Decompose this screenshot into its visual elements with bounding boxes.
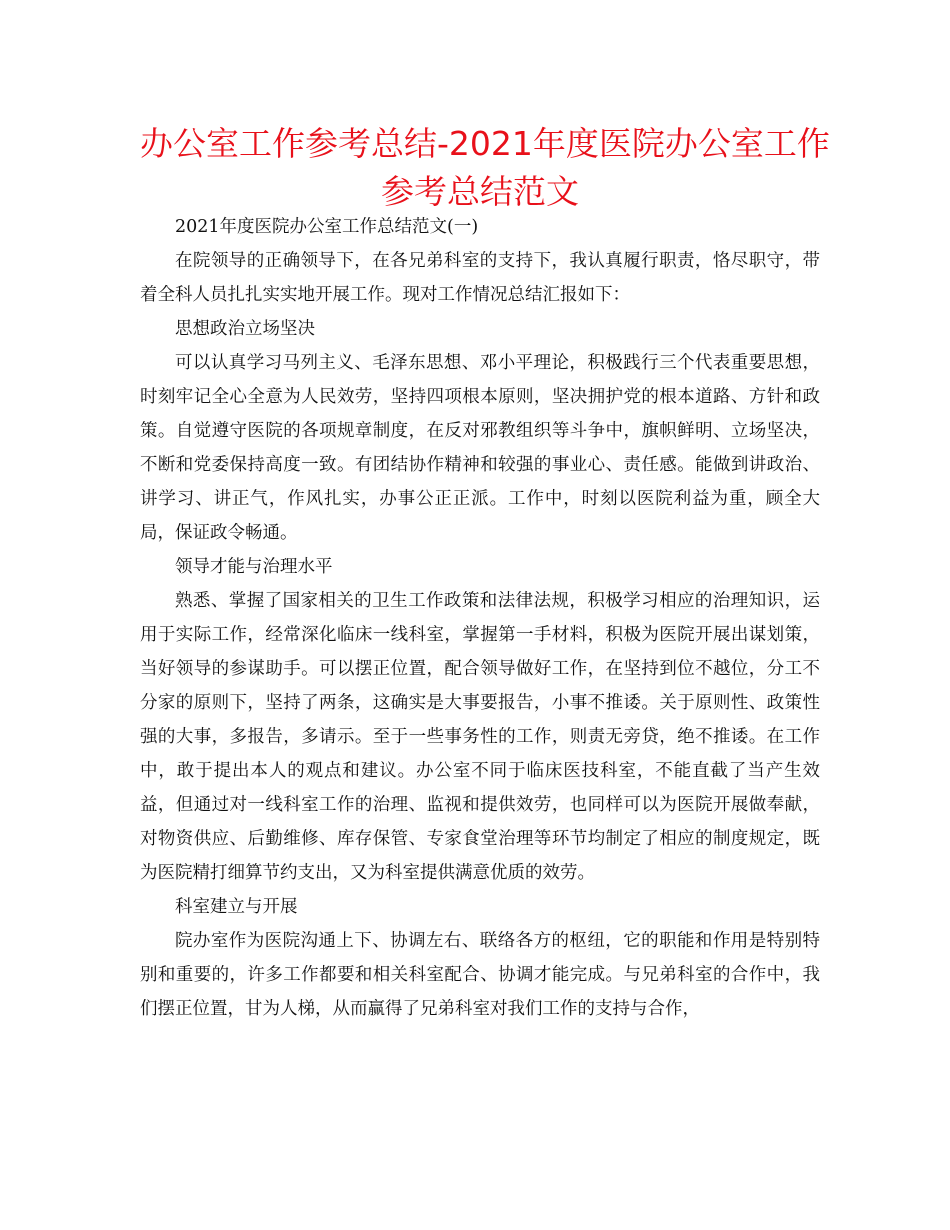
section-heading-department: 科室建立与开展	[175, 897, 298, 917]
section-heading-political-stance: 思想政治立场坚决	[175, 319, 315, 339]
document-title	[140, 120, 830, 216]
title-line-1: 办公室工作参考总结-2021年度医院办公室工作	[140, 124, 830, 163]
document-subtitle: 2021年度医院办公室工作总结范文(一)	[175, 217, 479, 237]
document-body	[140, 210, 820, 1026]
intro-paragraph: 在院领导的正确领导下，在各兄弟科室的支持下，我认真履行职责，恪尽职守，带着全科人员扎扎实实地开展工作。现对工作情况总结汇报如下：	[140, 251, 820, 305]
section-body-department: 院办室作为医院沟通上下、协调左右、联络各方的枢纽，它的职能和作用是特别特别和重要的，许多工作都要和相关科室配合、协调才能完成。与兄弟科室的合作中，我们摆正位置，甘为人梯，从而赢得了兄弟科室对我们工作的支持与合作，	[140, 931, 820, 1019]
section-heading-leadership: 领导才能与治理水平	[175, 557, 333, 577]
title-line-2: 参考总结范文	[381, 172, 579, 211]
section-body-political-stance: 可以认真学习马列主义、毛泽东思想、邓小平理论，积极践行三个代表重要思想，时刻牢记全心全意为人民效劳，坚持四项根本原则，坚决拥护党的根本道路、方针和政策。自觉遵守医院的各项规章制度，在反对邪教组织等斗争中，旗帜鲜明、立场坚决，不断和党委保持高度一致。有团结协作精神和较强的事业心、责任感。能做到讲政治、讲学习、讲正气，作风扎实，办事公正正派。工作中，时刻以医院利益为重，顾全大局，保证政令畅通。	[140, 353, 820, 543]
section-body-leadership: 熟悉、掌握了国家相关的卫生工作政策和法律法规，积极学习相应的治理知识，运用于实际工作，经常深化临床一线科室，掌握第一手材料，积极为医院开展出谋划策，当好领导的参谋助手。可以摆正位置，配合领导做好工作，在坚持到位不越位，分工不分家的原则下，坚持了两条，这确实是大事要报告，小事不推诿。关于原则性、政策性强的大事，多报告，多请示。至于一些事务性的工作，则责无旁贷，绝不推诿。在工作中，敢于提出本人的观点和建议。办公室不同于临床医技科室，不能直截了当产生效益，但通过对一线科室工作的治理、监视和提供效劳，也同样可以为医院开展做奉献，对物资供应、后勤维修、库存保管、专家食堂治理等环节均制定了相应的制度规定，既为医院精打细算节约支出，又为科室提供满意优质的效劳。	[140, 591, 820, 883]
